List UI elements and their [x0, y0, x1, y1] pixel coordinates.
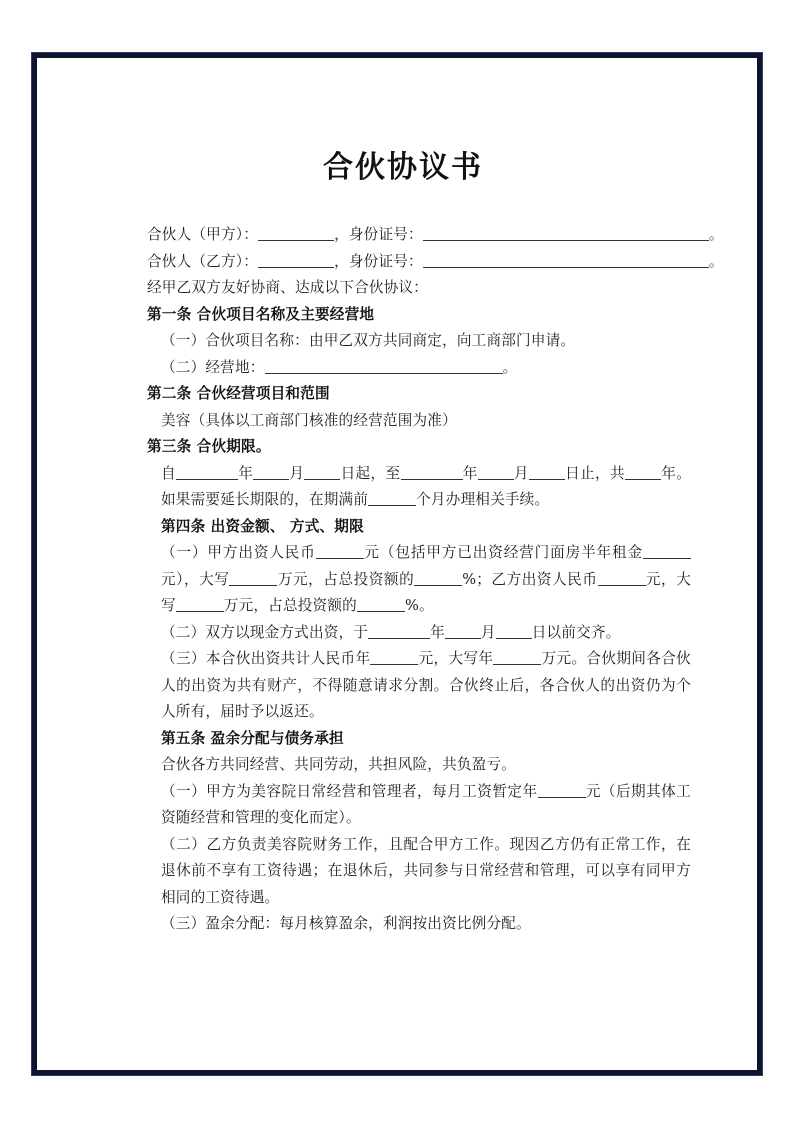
term-start-year-blank[interactable]: [176, 465, 238, 480]
capital-jia-label: （一）甲方出资人民币: [161, 544, 316, 561]
payment-month-unit: 月: [480, 623, 496, 641]
clause-5-item-4: （三）盈余分配：每月核算盈余，利润按出资比例分配。: [161, 915, 531, 932]
capital-yi-amount-blank[interactable]: [598, 571, 646, 586]
clause-4-item-1: [147, 540, 691, 620]
term-start-label: 自: [161, 464, 176, 482]
capital-yi-percent-label: 万元，占总投资额的: [223, 597, 357, 614]
salary-jia-blank[interactable]: [538, 783, 586, 798]
term-end-month-blank[interactable]: [478, 465, 514, 480]
clause-2-item-1: 美容（具体以工商部门核准的经营范围为准）: [161, 411, 457, 429]
clause-4-item-2: [147, 620, 691, 647]
clause-heading-2: 第二条 合伙经营项目和范围: [147, 385, 330, 402]
clause-heading-4: 第四条 出资金额、 方式、期限: [161, 517, 364, 535]
business-location-terminator: 。: [502, 358, 518, 376]
total-capital-label: （三）本合伙出资共计人民币年: [161, 650, 371, 667]
party-name-blank[interactable]: [258, 253, 334, 268]
document-body: [37, 58, 769, 1082]
payment-year-unit: 年: [430, 623, 445, 641]
clause-heading-3: 第三条 合伙期限。: [147, 438, 271, 455]
term-end-day-blank[interactable]: [529, 465, 565, 480]
party-name-label: 合伙人（乙方）：: [147, 252, 259, 270]
capital-jia-words-blank[interactable]: [229, 571, 277, 586]
capital-jia-words-label: 元），大写: [161, 570, 230, 588]
term-start-suffix: 日起，至: [340, 464, 401, 482]
term-end-month-unit: 月: [513, 464, 529, 482]
clause-1-item-1: （一）合伙项目名称：由甲乙双方共同商定，向工商部门申请。: [161, 332, 576, 349]
clause-4-item-3: [147, 646, 691, 726]
business-location-label: （二）经营地：: [161, 358, 265, 376]
party-name-label: 合伙人（甲方）：: [147, 226, 259, 243]
total-capital-blank[interactable]: [370, 650, 418, 665]
term-start-day-blank[interactable]: [304, 465, 340, 480]
capital-yi-words-label: 元，大写: [161, 570, 692, 614]
party-id-blank[interactable]: [423, 253, 709, 268]
party-separator: ，: [334, 252, 349, 270]
party-separator: ，: [334, 226, 349, 243]
term-year-unit: 年: [238, 464, 254, 482]
party-name-blank[interactable]: [258, 226, 334, 241]
clause-heading-5: 第五条 盈余分配与债务承担: [161, 729, 344, 747]
payment-year-blank[interactable]: [368, 624, 430, 639]
capital-jia-percent-label: 万元，占总投资额的: [277, 570, 415, 588]
term-end-year-blank[interactable]: [401, 465, 463, 480]
business-location-blank[interactable]: [265, 359, 503, 374]
term-extension-text: 年。如果需要延长期限的，在期满前: [161, 464, 692, 508]
clause-heading-1: 第一条 合伙项目名称及主要经营地: [147, 305, 375, 323]
preamble-text: 经甲乙双方友好协商、达成以下合伙协议：: [147, 279, 429, 296]
total-capital-body: 万元。合伙期间各合伙人的出资为共有财产，不得随意请求分割。合伙终止后，各合伙人的出资仍为个人所有，届时予以返还。: [161, 650, 691, 720]
party-line-jiafang: [147, 222, 724, 249]
term-end-suffix: 日止，共: [564, 464, 626, 482]
capital-yi-percent-suffix: %。: [404, 597, 434, 614]
term-end-year-unit: 年: [462, 464, 478, 482]
capital-yi-label: %；乙方出资人民币: [462, 570, 598, 588]
salary-jia-label: （一）甲方为美容院日常经营和管理者，每月工资暂定年: [161, 782, 538, 800]
party-id-blank[interactable]: [423, 226, 709, 241]
term-total-years-blank[interactable]: [625, 465, 661, 480]
page-title: 合伙协议书: [323, 150, 483, 185]
term-start-month-blank[interactable]: [253, 465, 289, 480]
capital-yi-percent-blank[interactable]: [357, 597, 405, 612]
payment-suffix: 日以前交齐。: [531, 623, 621, 641]
capital-yi-words-blank[interactable]: [176, 597, 224, 612]
total-capital-words-blank[interactable]: [493, 650, 541, 665]
party-id-label: 身份证号：: [348, 226, 423, 243]
clause-1-item-2: [147, 355, 691, 382]
capital-jia-percent-blank[interactable]: [414, 571, 462, 586]
clause-5-item-3: （二）乙方负责美容院财务工作，且配合甲方工作。现因乙方仍有正常工作，在退休前不享有工资待遇；在退休后，共同参与日常经营和管理，可以享有同甲方相同的工资待遇。: [161, 835, 691, 906]
party-line-yifang: [147, 249, 724, 276]
party-id-label: 身份证号：: [348, 252, 423, 270]
clause-5-item-1: 合伙各方共同经营、共同劳动，共担风险，共负盈亏。: [161, 756, 517, 773]
payment-month-blank[interactable]: [445, 624, 481, 639]
payment-method-label: （二）双方以现金方式出资，于: [161, 623, 369, 641]
term-extension-months-blank[interactable]: [368, 491, 416, 506]
term-month-unit: 月: [289, 464, 305, 482]
capital-jia-rent-blank[interactable]: [643, 544, 691, 559]
party-terminator: 。: [708, 252, 724, 270]
term-extension-suffix: 个月办理相关手续。: [416, 491, 550, 508]
party-terminator: 。: [708, 226, 724, 243]
capital-jia-rent-label: 元（包括甲方已出资经营门面房半年租金: [363, 544, 643, 561]
total-capital-words-label: 元，大写年: [418, 650, 494, 667]
payment-day-blank[interactable]: [496, 624, 532, 639]
clause-3-term-paragraph: [147, 461, 691, 514]
clause-5-item-2: [147, 779, 691, 832]
salary-jia-suffix: 元（后期其体工资随经营和管理的变化而定）。: [161, 782, 691, 826]
document-content: [37, 222, 769, 938]
document-page-frame: [31, 52, 763, 1076]
capital-jia-amount-blank[interactable]: [316, 544, 364, 559]
